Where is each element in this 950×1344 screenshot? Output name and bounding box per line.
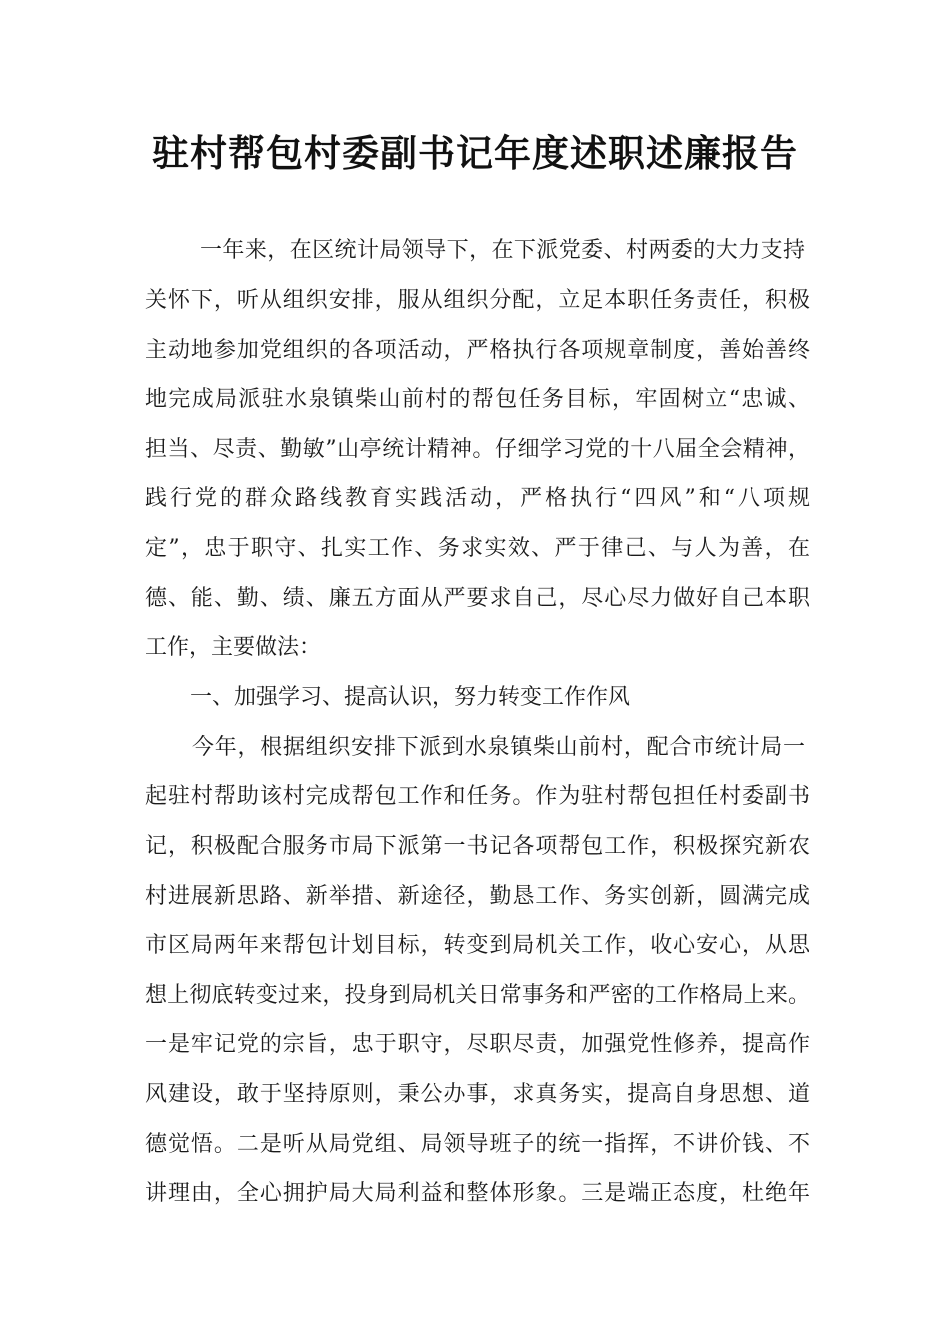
- body-line: 今年，根据组织安排下派到水泉镇柴山前村，配合市统计局一: [192, 735, 805, 760]
- body-line: 一是牢记党的宗旨，忠于职守，尽职尽责，加强党性修养，提高作: [145, 1032, 810, 1057]
- document-title: 驻村帮包村委副书记年度述职述廉报告: [152, 132, 798, 175]
- body-line: 地完成局派驻水泉镇柴山前村的帮包任务目标，牢固树立“忠诚、: [145, 387, 810, 412]
- body-line: 工作，主要做法：: [145, 635, 322, 660]
- body-line: 德觉悟。二是听从局党组、局领导班子的统一指挥，不讲价钱、不: [145, 1132, 810, 1157]
- body-line: 记，积极配合服务市局下派第一书记各项帮包工作，积极探究新农: [145, 834, 810, 859]
- body-line: 起驻村帮助该村完成帮包工作和任务。作为驻村帮包担任村委副书: [145, 784, 810, 809]
- body-line: 村进展新思路、新举措、新途径，勤恳工作、务实创新，圆满完成: [145, 884, 810, 909]
- body-line: 市区局两年来帮包计划目标，转变到局机关工作，收心安心，从思: [145, 933, 810, 958]
- section-heading: 一、加强学习、提高认识，努力转变工作作风: [190, 685, 631, 710]
- body-line: 关怀下，听从组织安排，服从组织分配，立足本职任务责任，积极: [145, 288, 810, 313]
- body-line: 定”，忠于职守、扎实工作、务求实效、严于律己、与人为善，在: [145, 536, 810, 561]
- body-line: 主动地参加党组织的各项活动，严格执行各项规章制度，善始善终: [145, 338, 810, 363]
- body-line: 一年来，在区统计局领导下，在下派党委、村两委的大力支持: [200, 238, 805, 263]
- body-line: 风建设，敢于坚持原则，秉公办事，求真务实，提高自身思想、道: [145, 1082, 810, 1107]
- body-line: 德、能、勤、绩、廉五方面从严要求自己，尽心尽力做好自己本职: [145, 586, 810, 611]
- body-line: 践行党的群众路线教育实践活动，严格执行“四风”和“八项规: [145, 486, 810, 511]
- body-line: 想上彻底转变过来，投身到局机关日常事务和严密的工作格局上来。: [145, 983, 810, 1008]
- body-line: 担当、尽责、勤敏”山亭统计精神。仔细学习党的十八届全会精神，: [145, 437, 810, 462]
- body-line: 讲理由，全心拥护局大局利益和整体形象。三是端正态度，杜绝年: [145, 1181, 810, 1206]
